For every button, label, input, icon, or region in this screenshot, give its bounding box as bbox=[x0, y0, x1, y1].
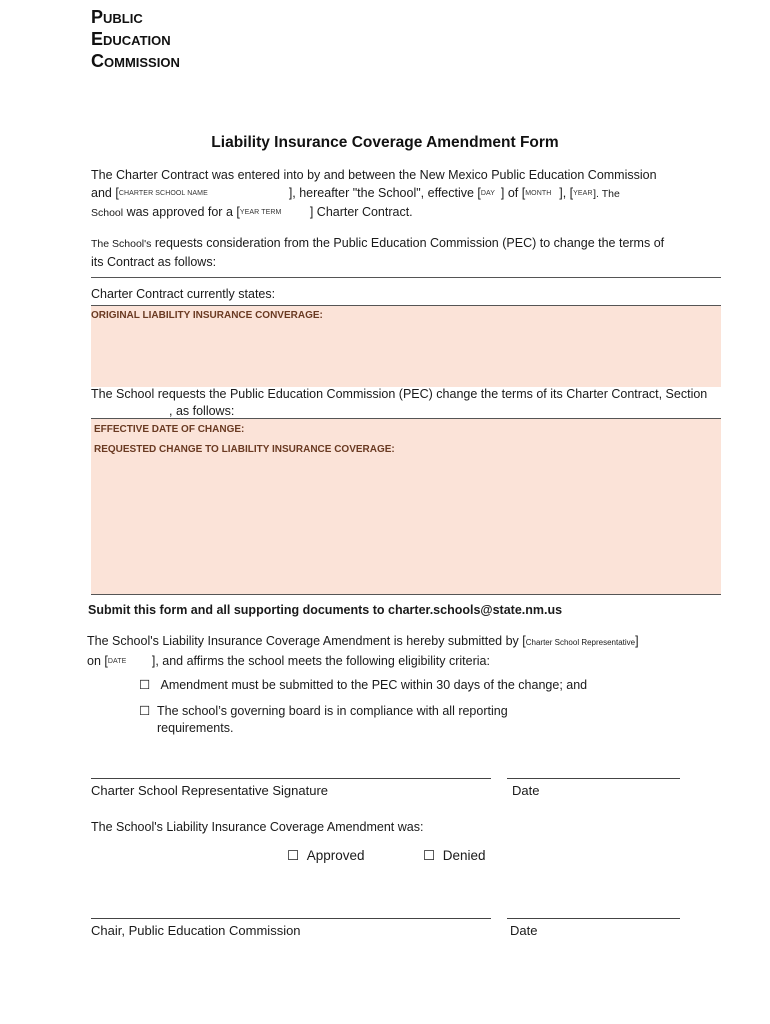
intro-paragraph bbox=[91, 166, 673, 222]
approved-checkbox[interactable]: ☐ bbox=[287, 848, 300, 863]
chair-label: Chair, Public Education Commission bbox=[91, 923, 301, 938]
submission-text-1: The School's Liability Insurance Coverage Amendment is hereby submitted by [ bbox=[87, 634, 526, 648]
divider-1 bbox=[91, 277, 721, 278]
intro-text-8: ] Charter Contract. bbox=[309, 205, 413, 219]
intro-text-6: ]. The bbox=[593, 188, 620, 200]
outcome-label: The School's Liability Insurance Coverage Amendment was: bbox=[91, 820, 424, 834]
denied-label: Denied bbox=[442, 848, 486, 863]
rep-date-label: Date bbox=[512, 783, 540, 798]
intro-text-1: The Charter Contract was entered into by and between the New Mexico Public Education Commission bbox=[91, 168, 657, 182]
request-text: requests consideration from the Public Education Commission (PEC) to change the terms of its Contract as follows: bbox=[91, 236, 665, 269]
year-field[interactable]: YEAR bbox=[573, 190, 593, 197]
submit-note: Submit this form and all supporting documents to charter.schools@state.nm.us bbox=[88, 603, 563, 617]
request-paragraph bbox=[91, 234, 673, 271]
intro-text-7: was approved for a [ bbox=[123, 205, 240, 219]
chair-signature-line[interactable] bbox=[91, 918, 491, 919]
original-coverage-box[interactable] bbox=[91, 306, 721, 387]
submission-paragraph bbox=[87, 632, 687, 671]
original-coverage-label: ORIGINAL LIABILITY INSURANCE CONVERAGE: bbox=[91, 310, 323, 321]
criteria-item-1 bbox=[139, 677, 659, 694]
change-request-line-2: , as follows: bbox=[169, 404, 235, 418]
org-name bbox=[91, 6, 180, 72]
criteria-item-2 bbox=[139, 703, 539, 737]
submission-text-2: ] bbox=[635, 634, 639, 648]
rep-signature-label: Charter School Representative Signature bbox=[91, 783, 329, 798]
submission-text-3: on [ bbox=[87, 654, 108, 668]
approved-option[interactable] bbox=[287, 847, 365, 864]
divider-4 bbox=[91, 594, 721, 595]
requested-change-box[interactable] bbox=[91, 419, 721, 594]
month-field[interactable]: MONTH bbox=[525, 190, 552, 197]
criteria-checkbox-2[interactable]: ☐ bbox=[139, 704, 151, 718]
requested-change-label: REQUESTED CHANGE TO LIABILITY INSURANCE COVERAGE: bbox=[94, 444, 395, 455]
charter-school-name-field[interactable]: CHARTER SCHOOL NAME bbox=[118, 190, 208, 197]
intro-text-2: and [ bbox=[91, 186, 119, 200]
denied-option[interactable] bbox=[423, 847, 486, 864]
criteria-text-1: Amendment must be submitted to the PEC within 30 days of the change; and bbox=[160, 678, 588, 692]
effective-date-label: EFFECTIVE DATE OF CHANGE: bbox=[94, 424, 245, 435]
form-title: Liability Insurance Coverage Amendment Form bbox=[211, 134, 559, 151]
rep-date-line[interactable] bbox=[507, 778, 680, 779]
representative-field[interactable]: Charter School Representative bbox=[525, 638, 636, 647]
org-line-3: Commission bbox=[91, 51, 180, 71]
current-label: Charter Contract currently states: bbox=[91, 287, 276, 301]
rep-signature-line[interactable] bbox=[91, 778, 491, 779]
criteria-text-2: The school’s governing board is in compliance with all reporting requirements. bbox=[157, 704, 508, 735]
day-field[interactable]: DAY bbox=[480, 190, 496, 197]
criteria-checkbox-1[interactable]: ☐ bbox=[139, 678, 151, 692]
org-line-2: Education bbox=[91, 29, 171, 49]
org-line-1: Public bbox=[91, 7, 143, 27]
chair-date-label: Date bbox=[510, 923, 538, 938]
school-word: School bbox=[91, 207, 124, 219]
denied-checkbox[interactable]: ☐ bbox=[423, 848, 436, 863]
change-request-line-1: The School requests the Public Education Commission (PEC) change the terms of its Charter Contract, Section bbox=[91, 387, 708, 401]
intro-text-5: ], [ bbox=[559, 186, 574, 200]
submission-text-4: ], and affirms the school meets the following eligibility criteria: bbox=[151, 654, 490, 668]
change-request-paragraph bbox=[91, 386, 721, 420]
intro-text-4: ] of [ bbox=[500, 186, 526, 200]
year-term-field[interactable]: YEAR TERM bbox=[239, 209, 282, 216]
chair-date-line[interactable] bbox=[507, 918, 680, 919]
submission-date-field[interactable]: DATE bbox=[107, 658, 127, 665]
request-prefix: The School's bbox=[91, 238, 152, 250]
approved-label: Approved bbox=[306, 848, 365, 863]
intro-text-3: ], hereafter "the School", effective [ bbox=[288, 186, 481, 200]
